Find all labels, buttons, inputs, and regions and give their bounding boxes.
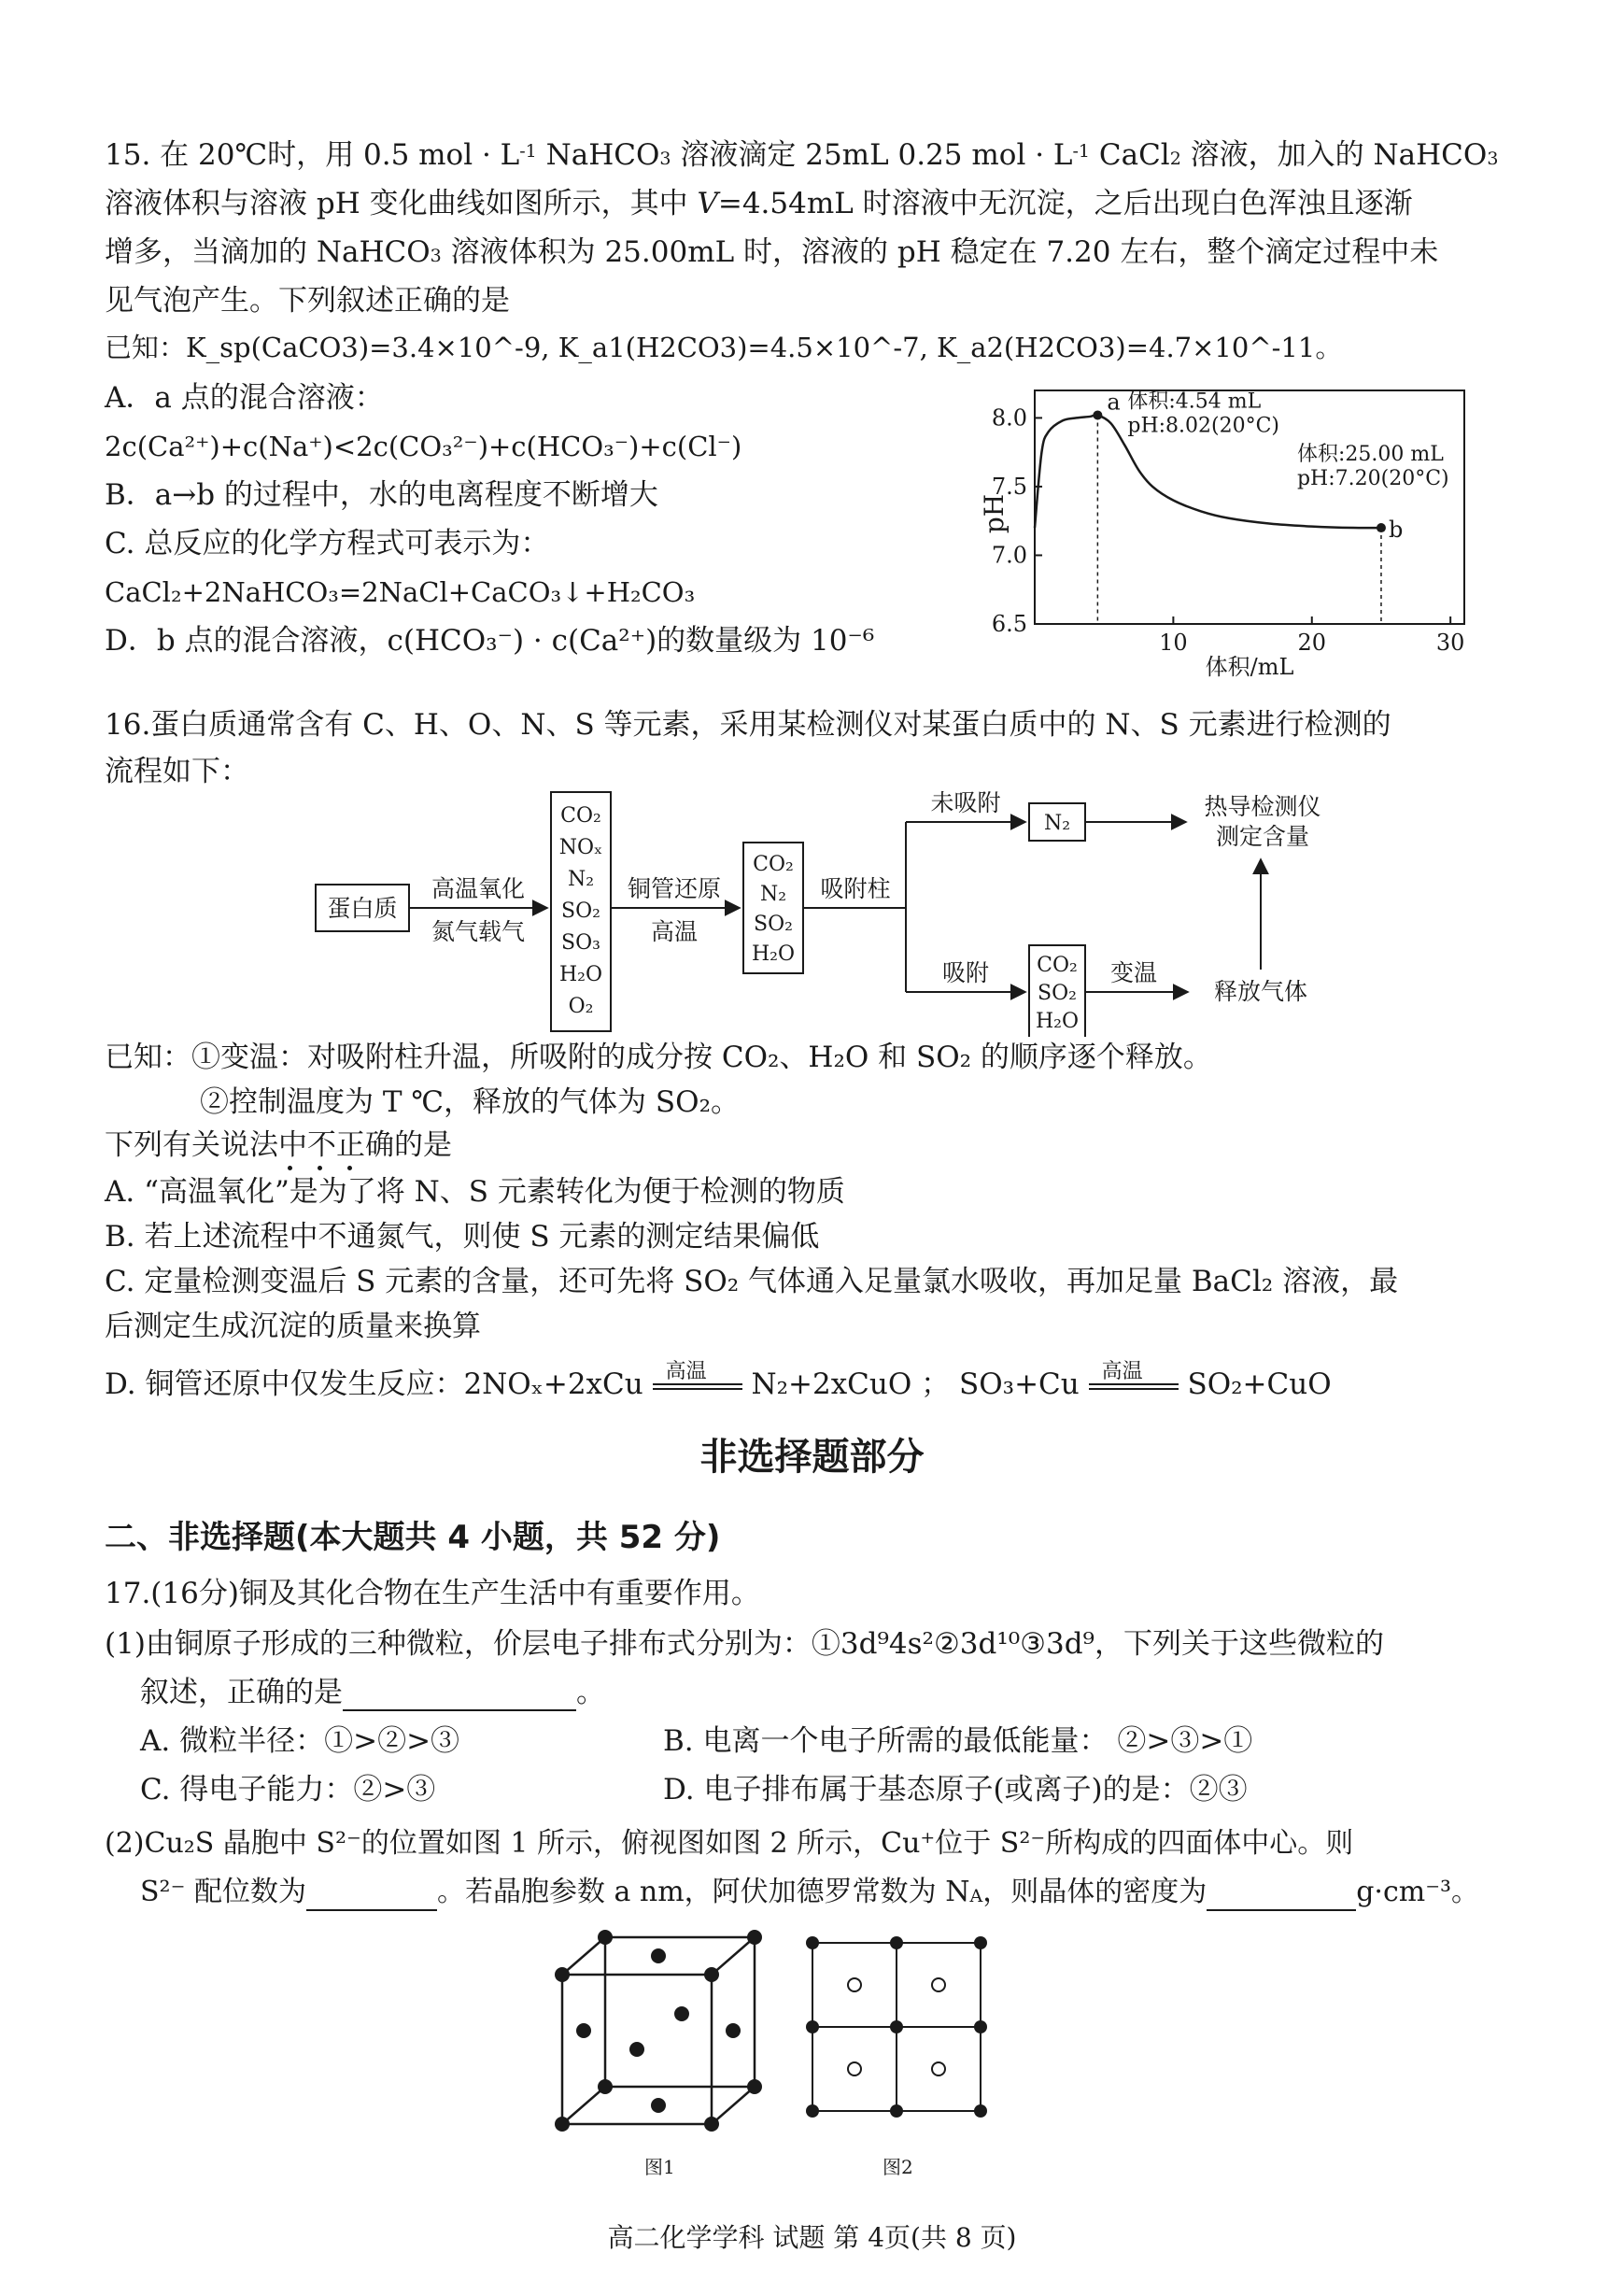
- reaction-arrow: 高温: [653, 1372, 742, 1400]
- arrow2-bottom-label: 高温: [650, 918, 699, 945]
- gas-box-2-item: SO₂: [754, 913, 793, 936]
- arrow2-top-label: 铜管还原: [627, 875, 722, 902]
- y-tick-label: 7.0: [991, 542, 1027, 569]
- q15-option-a-2: 2c(Ca²⁺)+c(Na⁺)<2c(CO₃²⁻)+c(HCO₃⁻)+c(Cl⁻): [105, 431, 742, 462]
- page-footer: 高二化学学科 试题 第 4页(共 8 页): [607, 2222, 1017, 2253]
- gas-box-1-item: NOₓ: [558, 836, 603, 859]
- q16-known-1: 已知：①变温：对吸附柱升温，所吸附的成分按 CO₂、H₂O 和 SO₂ 的顺序逐个释放。: [105, 1041, 1212, 1074]
- adsorbed-label: 吸附: [941, 959, 990, 986]
- q15-option-d: D．b 点的混合溶液，c(HCO₃⁻) · c(Ca²⁺)的数量级为 10⁻⁶: [105, 624, 875, 658]
- y-tick-label: 7.5: [991, 473, 1027, 500]
- figure-1-caption: 图1: [644, 2156, 675, 2178]
- q16-option-d: D. 铜管还原中仅发生反应：2NOₓ+2xCu 高温 N₂+2xCuO ； SO₃+Cu 高温 SO₂+CuO: [105, 1359, 1332, 1401]
- gas-box-2-item: N₂: [759, 883, 787, 906]
- answer-blank-2[interactable]: [306, 1881, 437, 1911]
- q17-option-c: C. 得电子能力：②>③: [140, 1773, 436, 1806]
- q16-line2: 流程如下：: [105, 755, 249, 788]
- figure-1-unit-cell: [551, 1924, 775, 2148]
- release-gas-label: 释放气体: [1213, 978, 1308, 1005]
- x-tick-label: 10: [1159, 630, 1188, 656]
- q15-line1: 15. 在 20℃时，用 0.5 mol · $L^{-1}$ NaHCO3 溶液滴定 25mL 0.25 mol · $L^{-1}$ CaCl2 溶液，加入的 NaHCO3: [105, 138, 1499, 172]
- reaction-arrow: 高温: [1089, 1372, 1179, 1400]
- gas-box-3-item: CO₂: [1037, 954, 1078, 977]
- y-tick-label: 8.0: [991, 404, 1027, 432]
- arrow1-top-label: 高温氧化: [431, 875, 526, 902]
- point-annotation: 体积:25.00 mL: [1296, 443, 1444, 467]
- gas-box-2-item: CO₂: [753, 853, 794, 876]
- data-point-a: [1093, 410, 1102, 419]
- q17-line1: 17.(16分)铜及其化合物在生产生活中有重要作用。: [105, 1577, 760, 1610]
- q15-option-c-1: C. 总反应的化学方程式可表示为：: [105, 527, 550, 560]
- point-label-b: b: [1388, 517, 1404, 544]
- q15-option-b: B．a→b 的过程中，水的电离程度不断增大: [105, 478, 658, 512]
- detection-flowchart: [308, 785, 1335, 1037]
- detector-label-1: 热导检测仪: [1204, 793, 1321, 820]
- q15-line3: 增多，当滴加的 NaHCO3 溶液体积为 25.00mL 时，溶液的 pH 稳定在 7.20 左右，整个滴定过程中未: [105, 235, 1439, 269]
- q17-part2-line2: S²⁻ 配位数为 。若晶胞参数 a nm，阿伏加德罗常数为 NA，则晶体的密度为 g·cm⁻³。: [140, 1874, 1479, 1911]
- section-heading: 二、非选择题(本大题共 4 小题，共 52 分): [105, 1519, 721, 1556]
- point-label-a: a: [1107, 389, 1121, 416]
- figure-2-top-view: [803, 1934, 990, 2120]
- section-title: 非选择题部分: [699, 1436, 925, 1479]
- heat-label: 变温: [1109, 959, 1158, 986]
- q17-part1-line1: (1)由铜原子形成的三种微粒，价层电子排布式分别为：①3d⁹4s²②3d¹⁰③3d⁹，下列关于这些微粒的: [105, 1627, 1384, 1661]
- q15-line4: 见气泡产生。下列叙述正确的是: [105, 284, 510, 318]
- q17-part1-line2: 叙述，正确的是 。: [140, 1676, 605, 1709]
- gas-box-3-item: H₂O: [1035, 1010, 1080, 1033]
- q16-option-a: A. “高温氧化”是为了将 N、S 元素转化为便于检测的物质: [105, 1175, 845, 1209]
- gas-box-3-item: SO₂: [1038, 982, 1077, 1005]
- chart-y-axis-label: pH: [979, 493, 1010, 534]
- q16-option-c-2: 后测定生成沉淀的质量来换算: [105, 1310, 481, 1343]
- x-tick-label: 30: [1435, 630, 1465, 656]
- protein-label: 蛋白质: [327, 895, 398, 922]
- not-adsorbed-label: 未吸附: [930, 789, 1001, 816]
- n2-label: N₂: [1043, 812, 1071, 835]
- q16-option-c-1: C. 定量检测变温后 S 元素的含量，还可先将 SO₂ 气体通入足量氯水吸收，再加足量 BaCl₂ 溶液，最: [105, 1265, 1399, 1298]
- q16-line1: 16.蛋白质通常含有 C、H、O、N、S 等元素，采用某检测仪对某蛋白质中的 N、S 元素进行检测的: [105, 708, 1391, 742]
- answer-blank-3[interactable]: [1207, 1881, 1356, 1911]
- q15-option-c-2: CaCl₂+2NaHCO₃=2NaCl+CaCO₃↓+H₂CO₃: [105, 576, 696, 608]
- point-annotation: 体积:4.54 mL: [1127, 390, 1262, 414]
- gas-box-1-item: SO₃: [561, 931, 600, 955]
- gas-box-1-item: CO₂: [560, 804, 601, 828]
- arrow1-bottom-label: 氮气载气: [431, 918, 526, 945]
- point-annotation: pH:7.20(20°C): [1296, 467, 1449, 491]
- emphasis-dots: [284, 1166, 377, 1173]
- answer-blank-1[interactable]: [343, 1681, 576, 1711]
- q17-option-d: D. 电子排布属于基态原子(或离子)的是：②③: [663, 1773, 1248, 1806]
- q15-option-a-1: A．a 点的混合溶液：: [105, 381, 384, 415]
- gas-box-1-item: SO₂: [561, 900, 600, 923]
- q16-option-b: B. 若上述流程中不通氮气，则使 S 元素的测定结果偏低: [105, 1220, 820, 1254]
- gas-box-1-item: O₂: [568, 995, 594, 1018]
- data-point-b: [1377, 523, 1386, 532]
- chart-x-axis-label: 体积/mL: [1205, 654, 1294, 680]
- q15-line2: 溶液体积与溶液 pH 变化曲线如图所示，其中 V=4.54mL 时溶液中无沉淀，之后出现白色浑浊且逐渐: [105, 187, 1413, 220]
- y-tick-label: 6.5: [991, 611, 1027, 637]
- q17-option-a: A. 微粒半径：①>②>③: [140, 1724, 460, 1758]
- gas-box-1-item: N₂: [567, 868, 595, 891]
- ph-titration-chart: [971, 374, 1494, 682]
- q17-option-b: B. 电离一个电子所需的最低能量： ②>③>①: [663, 1724, 1253, 1758]
- adsorption-column-label: 吸附柱: [820, 875, 891, 902]
- point-annotation: pH:8.02(20°C): [1127, 414, 1280, 438]
- gas-box-1-item: H₂O: [558, 963, 603, 986]
- q16-question: 下列有关说法中不正确的是: [105, 1128, 452, 1162]
- figure-2-caption: 图2: [883, 2156, 913, 2178]
- x-tick-label: 20: [1297, 630, 1327, 656]
- gas-box-2-item: H₂O: [751, 942, 796, 966]
- detector-label-2: 测定含量: [1215, 823, 1310, 850]
- q17-part2-line1: (2)Cu₂S 晶胞中 S²⁻的位置如图 1 所示，俯视图如图 2 所示，Cu⁺位于 S²⁻所构成的四面体中心。则: [105, 1827, 1354, 1860]
- q16-known-2: ②控制温度为 T ℃，释放的气体为 SO₂。: [200, 1085, 740, 1119]
- q15-known: 已知：K_sp(CaCO3)=3.4×10^-9, K_a1(H2CO3)=4.5×10^-7, K_a2(H2CO3)=4.7×10^-11。: [105, 332, 1343, 363]
